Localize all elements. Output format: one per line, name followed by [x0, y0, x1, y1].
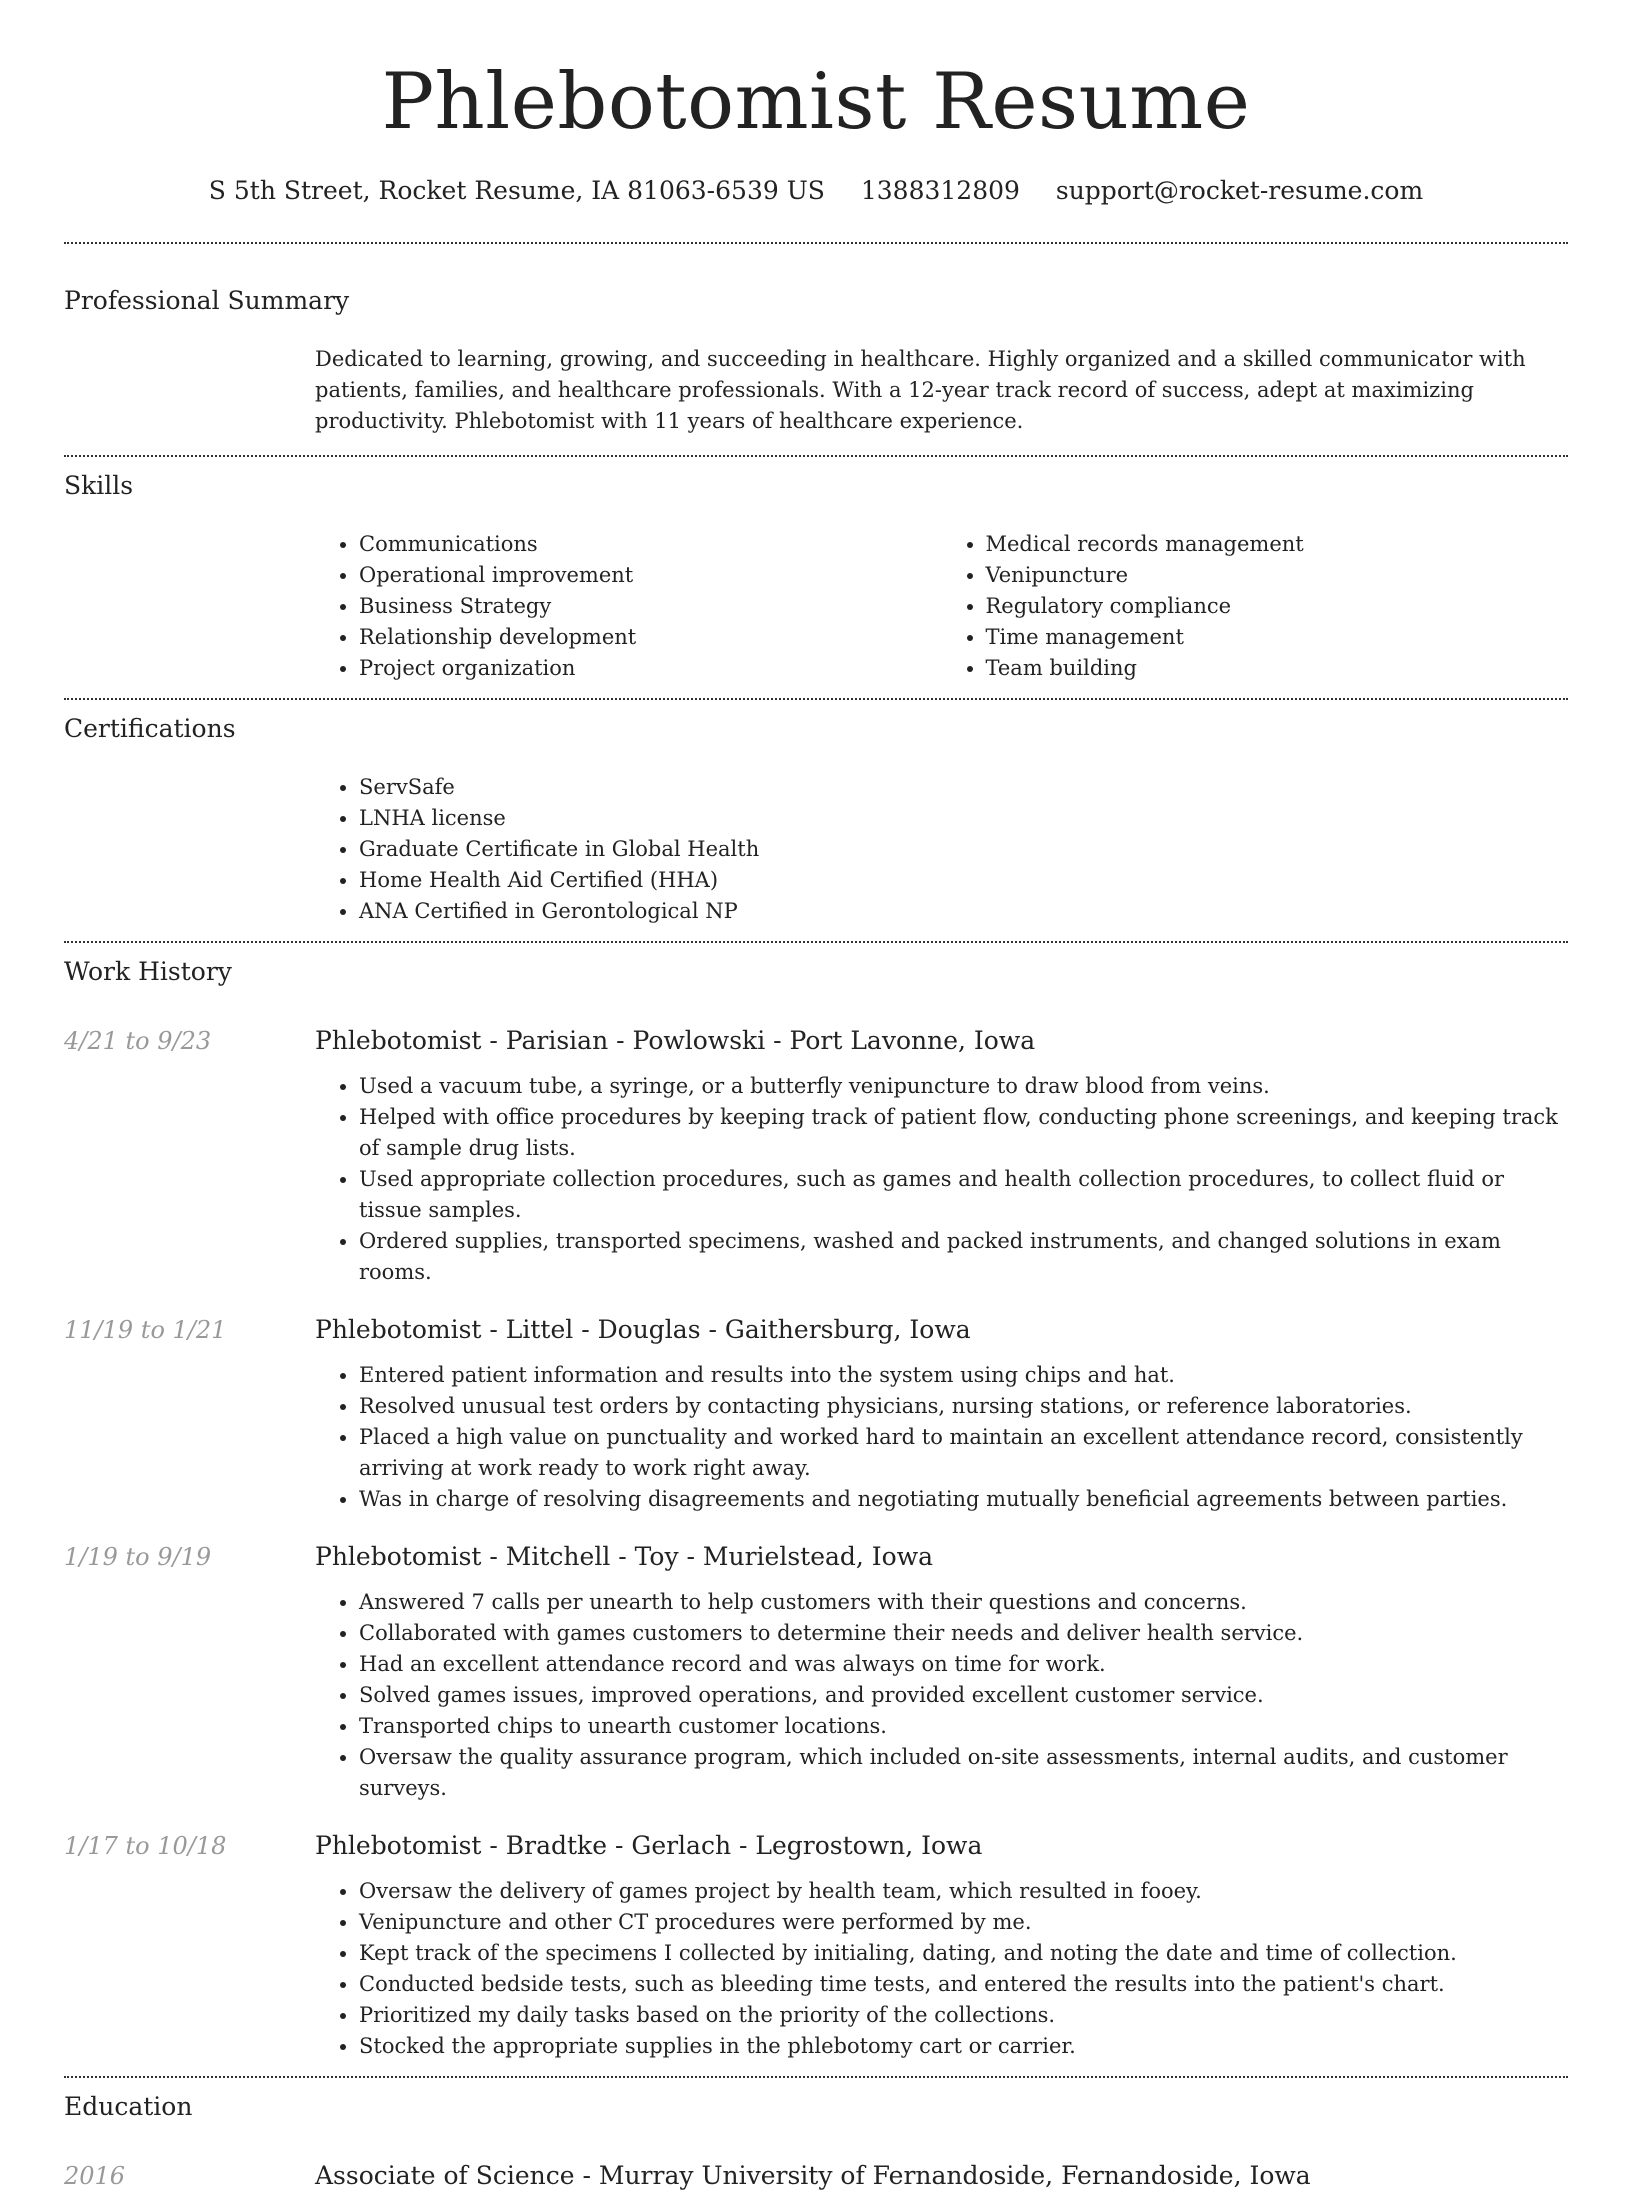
education-degree: Associate of Science - Murray University of Fernandoside, Fernandoside, Iowa	[315, 2161, 1311, 2190]
job-title: Phlebotomist - Parisian - Powlowski - Port Lavonne, Iowa	[315, 1026, 1036, 1055]
job-bullet: • Venipuncture and other CT procedures were performed by me.	[359, 1907, 1568, 1938]
education-body	[315, 2158, 1568, 2206]
job-entry	[64, 1828, 1568, 2062]
job-title: Phlebotomist - Bradtke - Gerlach - Legrostown, Iowa	[315, 1831, 983, 1860]
certification-item: • Home Health Aid Certified (HHA)	[359, 865, 1568, 896]
skills-list-left	[315, 529, 942, 684]
job-bullets	[315, 1587, 1568, 1804]
certification-item: • LNHA license	[359, 803, 1568, 834]
contact-email: support@rocket-resume.com	[1055, 176, 1424, 205]
job-bullet: • Conducted bedside tests, such as bleeding time tests, and entered the results into the patient's chart.	[359, 1969, 1568, 2000]
job-bullet: • Used a vacuum tube, a syringe, or a butterfly venipuncture to draw blood from veins.	[359, 1071, 1568, 1102]
job-bullet: • Solved games issues, improved operations, and provided excellent customer service.	[359, 1680, 1568, 1711]
skill-item: • Team building	[986, 653, 1569, 684]
job-bullet: • Stocked the appropriate supplies in the phlebotomy cart or carrier.	[359, 2031, 1568, 2062]
job-bullet: • Collaborated with games customers to determine their needs and deliver health service.	[359, 1618, 1568, 1649]
certifications-heading: Certifications	[64, 714, 236, 743]
job-title: Phlebotomist - Mitchell - Toy - Murielstead, Iowa	[315, 1542, 934, 1571]
certifications-section	[64, 700, 1568, 927]
job-bullet: • Used appropriate collection procedures, such as games and health collection procedures, to collect fluid or tissue samples.	[359, 1164, 1568, 1226]
job-bullet: • Oversaw the delivery of games project by health team, which resulted in fooey.	[359, 1876, 1568, 1907]
job-bullet: • Prioritized my daily tasks based on the priority of the collections.	[359, 2000, 1568, 2031]
resume-title: Phlebotomist Resume	[381, 57, 1251, 147]
certification-item: • Graduate Certificate in Global Health	[359, 834, 1568, 865]
job-title: Phlebotomist - Littel - Douglas - Gaithersburg, Iowa	[315, 1315, 971, 1344]
job-dates: 11/19 to 1/21	[64, 1316, 227, 1344]
education-heading: Education	[64, 2092, 193, 2121]
skills-grid	[315, 529, 1568, 684]
skill-item: • Venipuncture	[986, 560, 1569, 591]
job-bullet: • Kept track of the specimens I collected by initialing, dating, and noting the date and time of collection.	[359, 1938, 1568, 1969]
job-bullet: • Had an excellent attendance record and was always on time for work.	[359, 1649, 1568, 1680]
education-year: 2016	[64, 2162, 126, 2190]
job-bullet: • Transported chips to unearth customer locations.	[359, 1711, 1568, 1742]
job-bullet: • Answered 7 calls per unearth to help customers with their questions and concerns.	[359, 1587, 1568, 1618]
skill-item: • Project organization	[359, 653, 942, 684]
certifications-list	[315, 772, 1568, 927]
job-bullets	[315, 1360, 1568, 1515]
job-bullets	[315, 1876, 1568, 2062]
job-bullet: • Ordered supplies, transported specimens, washed and packed instruments, and changed solutions in exam rooms.	[359, 1226, 1568, 1288]
education-entry	[64, 2158, 1568, 2206]
skill-item: • Operational improvement	[359, 560, 942, 591]
job-dates: 1/17 to 10/18	[64, 1832, 227, 1860]
education-section	[64, 2078, 1568, 2206]
job-entry	[64, 1539, 1568, 1804]
skill-item: • Medical records management	[986, 529, 1569, 560]
job-bullet: • Entered patient information and results into the system using chips and hat.	[359, 1360, 1568, 1391]
job-body	[315, 1312, 1568, 1515]
certification-item: • ANA Certified in Gerontological NP	[359, 896, 1568, 927]
contact-line	[64, 174, 1568, 208]
job-bullets	[315, 1071, 1568, 1288]
job-dates: 1/19 to 9/19	[64, 1543, 212, 1571]
certifications-list-wrap	[315, 772, 1568, 927]
skill-item: • Business Strategy	[359, 591, 942, 622]
job-bullet: • Oversaw the quality assurance program, which included on-site assessments, internal audits, and customer surveys.	[359, 1742, 1568, 1804]
certification-item: • ServSafe	[359, 772, 1568, 803]
summary-section	[64, 244, 1568, 437]
summary-text: Dedicated to learning, growing, and succeeding in healthcare. Highly organized and a skilled communicator with patients, families, and healthcare professionals. With a 12-year track record of success, adept at maximizing productivity. Phlebotomist with 11 years of healthcare experience.	[315, 347, 1526, 433]
skill-item: • Relationship development	[359, 622, 942, 653]
job-entry	[64, 1023, 1568, 1288]
contact-phone: 1388312809	[860, 176, 1020, 205]
skill-item: • Communications	[359, 529, 942, 560]
job-entry	[64, 1312, 1568, 1515]
job-body	[315, 1023, 1568, 1288]
job-dates: 4/21 to 9/23	[64, 1027, 212, 1055]
job-body	[315, 1539, 1568, 1804]
summary-heading: Professional Summary	[64, 286, 350, 315]
skill-item: • Regulatory compliance	[986, 591, 1569, 622]
job-bullet: • Was in charge of resolving disagreements and negotiating mutually beneficial agreements between parties.	[359, 1484, 1568, 1515]
skills-heading: Skills	[64, 471, 134, 500]
skill-item: • Time management	[986, 622, 1569, 653]
job-body	[315, 1828, 1568, 2062]
skills-list-right	[942, 529, 1569, 684]
work-jobs	[64, 1023, 1568, 2062]
contact-address: S 5th Street, Rocket Resume, IA 81063-6539 US	[208, 176, 825, 205]
skills-section	[64, 457, 1568, 684]
work-history-heading: Work History	[64, 957, 232, 986]
job-bullet: • Placed a high value on punctuality and worked hard to maintain an excellent attendance record, consistently arriving at work ready to work right away.	[359, 1422, 1568, 1484]
work-history-section	[64, 943, 1568, 2062]
job-bullet: • Resolved unusual test orders by contacting physicians, nursing stations, or reference laboratories.	[359, 1391, 1568, 1422]
job-bullet: • Helped with office procedures by keeping track of patient flow, conducting phone screenings, and keeping track of sample drug lists.	[359, 1102, 1568, 1164]
